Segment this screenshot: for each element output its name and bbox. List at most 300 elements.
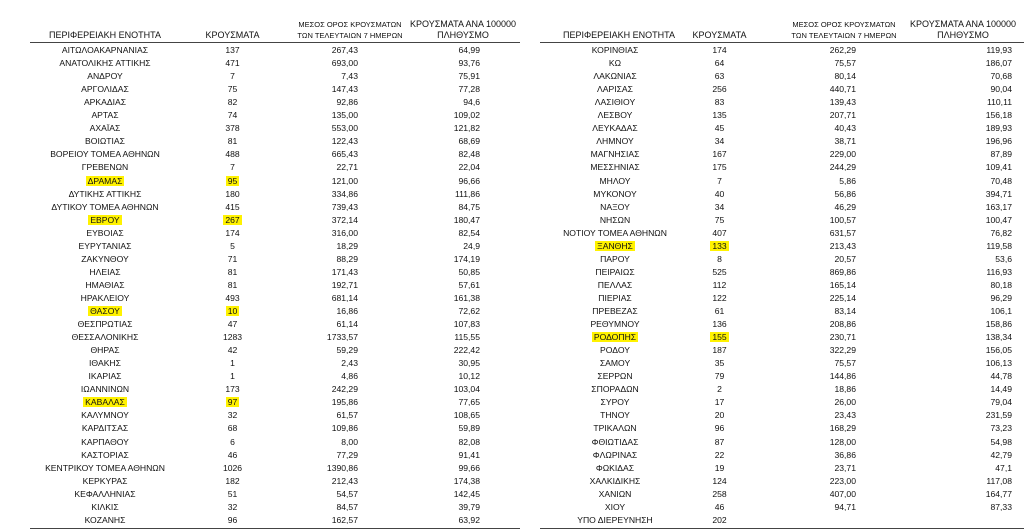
cases-cell-text: 32 [227,501,238,512]
cases-cell-text: 122 [712,292,727,303]
avg-cell-text: 23,71 [834,462,856,473]
avg-cell-text: 20,57 [834,253,856,264]
cases-cell-text: 267 [225,214,240,225]
header-per100k-line1: ΚΡΟΥΣΜΑΤΑ ΑΝΑ 100000 [410,19,516,29]
region-cell-text: ΗΜΑΘΙΑΣ [85,279,125,290]
region-cell-text: ΑΝΔΡΟΥ [87,71,123,82]
per100k-cell-text: 72,62 [458,306,480,316]
per100k-cell [952,409,1012,422]
per100k-cell-text: 70,48 [990,175,1012,186]
avg-cell [796,449,856,462]
table-row [0,161,1024,174]
avg-cell-text: 171,43 [331,266,358,277]
avg-cell-text: 59,29 [336,345,358,356]
table-row [0,357,1024,370]
table-row [0,188,1024,201]
region-cell-text: ΙΘΑΚΗΣ [89,358,121,369]
cases-cell-text: 5 [230,240,235,251]
per100k-cell-text: 96,66 [458,175,480,186]
cases-cell [687,357,752,370]
avg-cell-text: 225,14 [829,292,856,303]
avg-cell-text: 869,86 [829,266,856,277]
region-cell-text: ΦΩΚΙΔΑΣ [595,462,635,473]
avg-cell-text: 4,86 [341,371,358,382]
header-avg-line1: ΜΕΣΟΣ ΟΡΟΣ ΚΡΟΥΣΜΑΤΩΝ [792,20,896,29]
avg-cell-text: 75,57 [834,358,856,369]
region-cell-text: ΧΙΟΥ [604,501,626,512]
per100k-cell-text: 30,95 [458,358,480,369]
per100k-cell [952,96,1012,109]
region-cell-text: ΘΑΣΟΥ [90,306,120,316]
region-cell-text: ΗΛΕΙΑΣ [89,266,121,277]
region-cell [530,357,700,370]
region-cell [530,279,700,292]
per100k-cell-text: 109,41 [985,162,1012,173]
avg-cell-text: 1390,86 [326,462,358,473]
region-cell-text: ΧΑΝΙΩΝ [598,488,632,499]
table-row [0,122,1024,135]
per100k-cell-text: 76,82 [990,227,1012,238]
cases-cell-text: 187 [712,345,727,356]
per100k-cell-text: 94,6 [463,97,480,108]
per100k-cell-text: 64,99 [458,45,480,55]
avg-cell [796,383,856,396]
header-per100k-left [408,19,518,41]
avg-cell-text: 77,29 [336,449,358,460]
avg-cell-text: 8,00 [341,436,358,447]
cases-cell-text: 10 [227,306,238,316]
avg-cell [796,292,856,305]
cases-cell-text: 407 [712,227,727,238]
cases-cell [687,83,752,96]
region-cell [530,253,700,266]
cases-cell-text: 7 [717,175,722,186]
per100k-cell [952,279,1012,292]
per100k-cell-text: 196,96 [985,136,1012,147]
avg-cell [796,96,856,109]
region-cell [530,83,700,96]
per100k-cell [952,422,1012,435]
avg-cell [796,344,856,357]
avg-cell [796,462,856,475]
cases-cell [687,383,752,396]
header-region-left [30,30,180,41]
region-cell-text: ΕΒΡΟΥ [90,214,120,225]
region-cell-text: ΒΟΡΕΙΟΥ ΤΟΜΕΑ ΑΘΗΝΩΝ [50,149,160,160]
per100k-cell [952,383,1012,396]
cases-cell-text: 174 [712,45,727,55]
per100k-cell [952,266,1012,279]
region-cell-text: ΡΕΘΥΜΝΟΥ [590,319,640,330]
table-row [0,175,1024,188]
region-cell [530,240,700,253]
per100k-cell-text: 87,33 [990,501,1012,512]
table-row [0,462,1024,475]
avg-cell [796,109,856,122]
avg-cell-text: 316,00 [331,227,358,238]
cases-cell-text: 1026 [222,462,243,473]
avg-cell [796,161,856,174]
region-cell [530,488,700,501]
per100k-cell [952,396,1012,409]
per100k-cell-text: 99,66 [458,462,480,473]
cases-cell-text: 7 [230,71,235,82]
cases-cell [687,240,752,253]
cases-cell-text: 471 [225,58,240,69]
per100k-cell [952,331,1012,344]
cases-cell-text: 155 [712,332,727,343]
avg-cell-text: 18,86 [834,384,856,395]
cases-cell [687,436,752,449]
avg-cell-text: 61,14 [336,319,358,330]
cases-cell-text: 19 [714,462,725,473]
avg-cell [796,214,856,227]
region-cell-text: ΚΑΡΔΙΤΣΑΣ [81,423,129,434]
cases-cell [687,253,752,266]
avg-cell-text: 54,57 [336,488,358,499]
region-cell [530,188,700,201]
per100k-cell [952,83,1012,96]
per100k-cell-text: 91,41 [458,449,480,460]
avg-cell-text: 223,00 [829,475,856,486]
per100k-cell-text: 109,02 [453,110,480,121]
header-per100k-line2: ΠΛΗΘΥΣΜΟ [437,30,489,40]
cases-cell-text: 2 [717,384,722,395]
header-avg-line1: ΜΕΣΟΣ ΟΡΟΣ ΚΡΟΥΣΜΑΤΩΝ [298,20,402,29]
per100k-cell-text: 189,93 [985,123,1012,134]
avg-cell-text: 100,57 [829,214,856,225]
region-cell-text: ΙΩΑΝΝΙΝΩΝ [80,384,130,395]
cases-cell [687,227,752,240]
per100k-cell-text: 174,38 [453,475,480,486]
per100k-cell-text: 82,54 [458,227,480,238]
cases-cell-text: 137 [225,45,240,55]
cases-cell-text: 6 [230,436,235,447]
per100k-cell [952,57,1012,70]
region-cell [530,475,700,488]
table-row [0,409,1024,422]
cases-cell-text: 378 [225,123,240,134]
table-row [0,227,1024,240]
per100k-cell-text: 231,59 [985,410,1012,421]
cases-cell-text: 32 [227,410,238,421]
per100k-cell-text: 158,86 [985,319,1012,330]
per100k-cell-text: 75,91 [458,71,480,82]
avg-cell [796,279,856,292]
avg-cell-text: 267,43 [331,45,358,55]
avg-cell-text: 7,43 [341,71,358,82]
cases-cell-text: 17 [714,397,725,408]
cases-cell-text: 87 [714,436,725,447]
avg-cell-text: 195,86 [331,397,358,408]
avg-cell-text: 207,71 [829,110,856,121]
avg-cell-text: 162,57 [331,514,358,525]
region-cell-text: ΑΝΑΤΟΛΙΚΗΣ ΑΤΤΙΚΗΣ [59,58,151,69]
avg-cell-text: 75,57 [834,58,856,69]
cases-cell [687,44,752,57]
region-cell-text: ΧΑΛΚΙΔΙΚΗΣ [589,475,641,486]
per100k-cell-text: 80,18 [990,279,1012,290]
table-row [0,501,1024,514]
avg-cell [796,305,856,318]
cases-cell-text: 42 [227,345,238,356]
region-cell-text: ΛΗΜΝΟΥ [596,136,634,147]
per100k-cell-text: 77,65 [458,397,480,408]
per100k-cell [952,475,1012,488]
per100k-cell-text: 110,11 [986,97,1012,108]
cases-cell [687,109,752,122]
per100k-cell-text: 50,85 [458,266,480,277]
cases-cell-text: 174 [225,227,240,238]
cases-cell-text: 258 [712,488,727,499]
header-per100k-right [904,19,1022,41]
region-cell-text: ΓΡΕΒΕΝΩΝ [81,162,129,173]
per100k-cell [952,70,1012,83]
per100k-cell [952,227,1012,240]
cases-cell [687,501,752,514]
header-rule-right [540,42,1024,43]
per100k-cell-text: 47,1 [995,462,1012,473]
per100k-cell [952,240,1012,253]
avg-cell-text: 121,00 [331,175,358,186]
cases-cell-text: 202 [712,514,727,525]
cases-cell-text: 64 [714,58,725,69]
cases-cell [687,70,752,83]
header-avg-line2: ΤΩΝ ΤΕΛΕΥΤΑΙΩΝ 7 ΗΜΕΡΩΝ [791,31,897,40]
avg-cell-text: 553,00 [331,123,358,134]
per100k-cell-text: 93,76 [458,58,480,69]
avg-cell-text: 212,43 [331,475,358,486]
per100k-cell-text: 68,69 [458,136,480,147]
avg-cell [796,227,856,240]
avg-cell-text: 38,71 [834,136,856,147]
avg-cell-text: 631,57 [829,227,856,238]
cases-cell [687,148,752,161]
avg-cell [796,331,856,344]
per100k-cell-text: 107,83 [453,319,480,330]
table-row [0,44,1024,57]
region-cell-text: ΚΑΣΤΟΡΙΑΣ [81,449,129,460]
region-cell-text: ΜΥΚΟΝΟΥ [593,188,637,199]
cases-cell [687,318,752,331]
avg-cell-text: 84,57 [336,501,358,512]
region-cell-text: ΚΟΡΙΝΘΙΑΣ [591,45,639,55]
avg-cell [796,83,856,96]
avg-cell-text: 40,43 [834,123,856,134]
per100k-cell [952,253,1012,266]
per100k-cell-text: 39,79 [458,501,480,512]
table-row [0,318,1024,331]
region-cell-text: ΛΑΡΙΣΑΣ [597,84,633,95]
per100k-cell [952,318,1012,331]
avg-cell [796,409,856,422]
region-cell-text: ΜΑΓΝΗΣΙΑΣ [590,149,640,160]
per100k-cell-text: 63,92 [458,514,480,525]
avg-cell-text: 18,29 [336,240,358,251]
cases-cell [687,396,752,409]
avg-cell-text: 208,86 [829,319,856,330]
per100k-cell-text: 156,05 [985,345,1012,356]
cases-cell [687,370,752,383]
cases-cell-text: 81 [227,266,238,277]
region-cell [530,214,700,227]
cases-cell-text: 63 [714,71,725,82]
table-row [0,396,1024,409]
cases-cell-text: 51 [227,488,238,499]
region-cell-text: ΕΥΡΥΤΑΝΙΑΣ [78,240,132,251]
cases-cell-text: 96 [714,423,725,434]
cases-cell [687,279,752,292]
region-cell-text: ΚΙΛΚΙΣ [91,501,119,512]
cases-cell-text: 45 [714,123,725,134]
per100k-cell-text: 90,04 [990,84,1012,95]
per100k-cell [952,188,1012,201]
cases-cell [687,201,752,214]
region-cell-text: ΛΑΣΙΘΙΟΥ [594,97,636,108]
cases-cell [687,122,752,135]
cases-cell [687,292,752,305]
table-row [0,83,1024,96]
per100k-cell-text: 394,71 [985,188,1012,199]
per100k-cell-text: 111,86 [454,188,480,199]
avg-cell-text: 165,14 [829,279,856,290]
avg-cell-text: 262,29 [829,45,856,55]
per100k-cell-text: 82,48 [458,149,480,160]
table-row [0,109,1024,122]
region-cell [530,161,700,174]
avg-cell-text: 139,43 [829,97,856,108]
per100k-cell [952,488,1012,501]
region-cell-text: ΘΕΣΣΑΛΟΝΙΚΗΣ [71,332,139,343]
avg-cell [796,396,856,409]
cases-cell-text: 82 [227,97,238,108]
region-cell [530,135,700,148]
region-cell [530,70,700,83]
region-cell-text: ΥΠΟ ΔΙΕΡΕΥΝΗΣΗ [577,514,653,525]
table-row [0,96,1024,109]
per100k-cell [952,501,1012,514]
avg-cell [796,318,856,331]
table-row [0,266,1024,279]
table-row [0,292,1024,305]
avg-cell [796,266,856,279]
avg-cell-text: 244,29 [829,162,856,173]
region-cell-text: ΜΕΣΣΗΝΙΑΣ [590,162,640,173]
per100k-cell [952,305,1012,318]
cases-cell [687,449,752,462]
per100k-cell-text: 10,12 [458,371,480,382]
region-cell-text: ΣΑΜΟΥ [599,358,631,369]
cases-cell-text: 124 [712,475,727,486]
avg-cell [796,240,856,253]
region-cell [530,305,700,318]
region-cell [530,57,700,70]
table-row [0,488,1024,501]
region-cell-text: ΦΘΙΩΤΙΔΑΣ [591,436,639,447]
avg-cell-text: 88,29 [336,253,358,264]
table-row [0,422,1024,435]
avg-cell-text: 16,86 [336,306,358,316]
per100k-cell [952,436,1012,449]
avg-cell-text: 665,43 [331,149,358,160]
avg-cell [796,188,856,201]
avg-cell-text: 61,57 [336,410,358,421]
avg-cell-text: 213,43 [829,240,856,251]
avg-cell-text: 242,29 [331,384,358,395]
region-cell-text: ΑΡΤΑΣ [91,110,119,121]
avg-cell-text: 122,43 [331,136,358,147]
region-cell-text: ΙΚΑΡΙΑΣ [88,371,122,382]
per100k-cell [952,161,1012,174]
header-region-text: ΠΕΡΙΦΕΡΕΙΑΚΗ ΕΝΟΤΗΤΑ [562,30,676,40]
region-cell-text: ΛΕΣΒΟΥ [597,110,633,121]
cases-cell [687,422,752,435]
avg-cell-text: 192,71 [331,279,358,290]
per100k-cell-text: 44,78 [990,371,1012,382]
cases-cell-text: 493 [225,292,240,303]
cases-cell-text: 81 [227,279,238,290]
region-cell-text: ΠΕΛΛΑΣ [597,279,633,290]
avg-cell-text: 2,43 [341,358,358,369]
cases-cell-text: 180 [225,188,240,199]
per100k-cell [952,201,1012,214]
avg-cell-text: 22,71 [336,162,358,173]
cases-cell [687,344,752,357]
table-row [0,240,1024,253]
region-cell [530,370,700,383]
cases-cell-text: 40 [714,188,725,199]
region-cell-text: ΜΗΛΟΥ [599,175,631,186]
per100k-cell-text: 138,34 [985,332,1012,343]
cases-cell [687,175,752,188]
cases-cell-text: 7 [230,162,235,173]
table-row [0,436,1024,449]
per100k-cell-text: 142,45 [453,488,480,499]
per100k-cell-text: 96,29 [990,292,1012,303]
avg-cell [796,488,856,501]
region-cell [530,331,700,344]
cases-cell-text: 8 [717,253,722,264]
region-cell [530,292,700,305]
per100k-cell-text: 82,08 [458,436,480,447]
region-cell [530,501,700,514]
avg-cell [796,253,856,266]
avg-cell-text: 5,86 [839,175,856,186]
region-cell [530,436,700,449]
per100k-cell-text: 163,17 [985,201,1012,212]
avg-cell-text: 322,29 [829,345,856,356]
per100k-cell-text: 57,61 [458,279,480,290]
per100k-cell [952,357,1012,370]
avg-cell [796,357,856,370]
per100k-cell-text: 100,47 [985,214,1012,225]
region-cell [530,422,700,435]
region-cell [530,396,700,409]
region-cell-text: ΝΟΤΙΟΥ ΤΟΜΕΑ ΑΘΗΝΩΝ [563,227,667,238]
cases-cell-text: 136 [712,319,727,330]
per100k-cell [952,449,1012,462]
avg-cell-text: 229,00 [829,149,856,160]
per100k-cell-text: 116,93 [986,266,1012,277]
per100k-cell [952,175,1012,188]
per100k-cell [952,292,1012,305]
per100k-cell [952,370,1012,383]
avg-cell [796,148,856,161]
table-row [0,201,1024,214]
table-row [0,370,1024,383]
avg-cell [796,370,856,383]
cases-cell-text: 75 [227,84,238,95]
